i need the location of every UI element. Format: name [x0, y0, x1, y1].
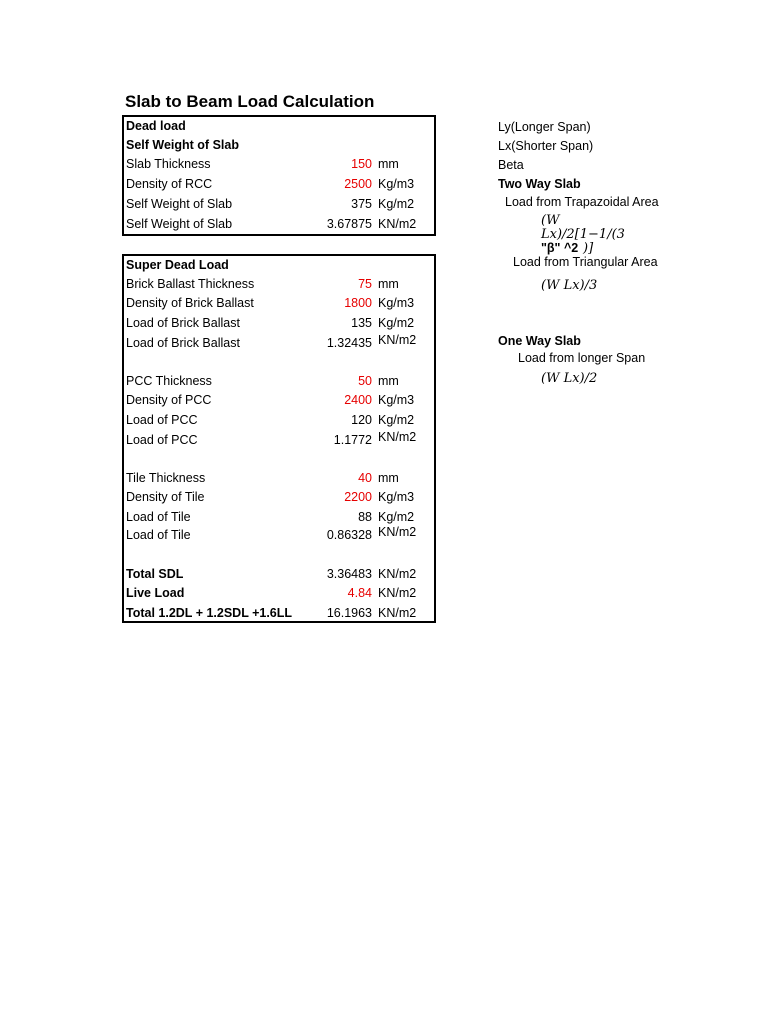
row-value: 88	[358, 510, 372, 524]
live-load-row[interactable]	[124, 584, 434, 603]
dead-load-header: Dead load	[126, 119, 186, 133]
row-unit: KN/m2	[378, 430, 417, 444]
row-unit: Kg/m3	[378, 393, 415, 407]
row-unit: KN/m2	[378, 525, 417, 539]
row-unit: Kg/m3	[378, 177, 415, 191]
row-unit: Kg/m2	[378, 316, 415, 330]
row-value: 1.32435	[326, 336, 372, 350]
triangular-formula: (W Lx)/3	[541, 278, 598, 293]
row-label: Load of PCC	[126, 433, 198, 447]
trapezoidal-area-label: Load from Trapazoidal Area	[505, 195, 659, 209]
row-value: 1.1772	[333, 433, 372, 447]
row-unit: Kg/m3	[378, 296, 415, 310]
row-label: PCC Thickness	[126, 374, 212, 388]
total-sdl-row[interactable]	[124, 565, 434, 584]
density-rcc-input[interactable]: 2500	[344, 177, 372, 191]
trapezoidal-formula-line1: (W	[541, 213, 560, 228]
row-unit: mm	[378, 471, 399, 485]
longer-span-formula: (W Lx)/2	[541, 371, 598, 386]
pcc-thickness-row[interactable]	[124, 372, 434, 391]
row-label: Total SDL	[126, 567, 184, 581]
row-value: 375	[351, 197, 372, 211]
row-label: Self Weight of Slab	[126, 217, 233, 231]
pcc-thickness-input[interactable]: 50	[358, 374, 372, 388]
row-label: Self Weight of Slab	[126, 197, 233, 211]
density-rcc-row[interactable]	[124, 175, 434, 194]
pcc-density-input[interactable]: 2400	[344, 393, 372, 407]
row-value: 3.36483	[326, 567, 372, 581]
slab-thickness-input[interactable]: 150	[351, 157, 372, 171]
brick-thickness-input[interactable]: 75	[358, 277, 372, 291]
tile-density-row[interactable]	[124, 488, 434, 507]
self-weight-header-row	[124, 136, 434, 155]
tile-load-kn-row[interactable]	[124, 526, 434, 545]
brick-thickness-row[interactable]	[124, 275, 434, 294]
slab-thickness-row[interactable]	[124, 155, 434, 174]
self-weight-kg-row[interactable]	[124, 195, 434, 214]
trapezoidal-formula-line2: Lx)/2[1−1/(3	[541, 227, 625, 242]
row-label: Density of Brick Ballast	[126, 296, 254, 310]
row-unit: Kg/m3	[378, 490, 415, 504]
row-unit: mm	[378, 374, 399, 388]
tile-density-input[interactable]: 2200	[344, 490, 372, 504]
row-label: Total 1.2DL + 1.2SDL +1.6LL	[126, 606, 293, 620]
row-unit: KN/m2	[378, 567, 417, 581]
two-way-slab-heading: Two Way Slab	[498, 177, 581, 191]
lx-label[interactable]: Lx(Shorter Span)	[498, 139, 594, 153]
pcc-load-kn-row[interactable]	[124, 431, 434, 450]
sdl-header-row	[124, 256, 434, 275]
row-unit: KN/m2	[378, 586, 417, 600]
row-label: Density of RCC	[126, 177, 213, 191]
self-weight-kn-row[interactable]	[124, 215, 434, 234]
sheet-title: Slab to Beam Load Calculation	[125, 92, 375, 111]
row-label: Load of Brick Ballast	[126, 336, 240, 350]
row-label: Load of Brick Ballast	[126, 316, 240, 330]
row-label: Slab Thickness	[126, 157, 211, 171]
live-load-input[interactable]: 4.84	[347, 586, 372, 600]
self-weight-header: Self Weight of Slab	[126, 138, 239, 152]
row-label: Brick Ballast Thickness	[126, 277, 255, 291]
brick-density-input[interactable]: 1800	[344, 296, 372, 310]
row-unit: KN/m2	[378, 333, 417, 347]
row-label: Density of PCC	[126, 393, 212, 407]
dead-load-header-row	[124, 117, 434, 136]
super-dead-load-table	[122, 254, 436, 623]
row-unit: Kg/m2	[378, 413, 415, 427]
row-label: Load of Tile	[126, 528, 191, 542]
total-factored-row[interactable]	[124, 604, 434, 623]
row-label: Density of Tile	[126, 490, 205, 504]
row-value: 3.67875	[326, 217, 372, 231]
dead-load-table	[122, 115, 436, 236]
row-unit: KN/m2	[378, 606, 417, 620]
tile-thickness-input[interactable]: 40	[358, 471, 372, 485]
row-unit: mm	[378, 157, 399, 171]
row-label: Live Load	[126, 586, 185, 600]
longer-span-label: Load from longer Span	[518, 351, 646, 365]
row-unit: Kg/m2	[378, 510, 415, 524]
trapezoidal-formula-close: )]	[583, 241, 594, 256]
tile-thickness-row[interactable]	[124, 469, 434, 488]
trapezoidal-formula-beta: "β" ^2	[541, 241, 579, 255]
row-value: 16.1963	[326, 606, 372, 620]
brick-density-row[interactable]	[124, 294, 434, 313]
brick-load-kn-row[interactable]	[124, 334, 434, 353]
ly-label[interactable]: Ly(Longer Span)	[498, 120, 591, 134]
row-value: 0.86328	[326, 528, 372, 542]
row-label: Load of Tile	[126, 510, 191, 524]
row-value: 120	[351, 413, 372, 427]
row-unit: KN/m2	[378, 217, 417, 231]
beta-label[interactable]: Beta	[498, 158, 524, 172]
row-label: Tile Thickness	[126, 471, 206, 485]
row-unit: mm	[378, 277, 399, 291]
row-unit: Kg/m2	[378, 197, 415, 211]
row-value: 135	[351, 316, 372, 330]
pcc-density-row[interactable]	[124, 391, 434, 410]
one-way-slab-heading: One Way Slab	[498, 334, 581, 348]
sdl-header: Super Dead Load	[126, 258, 229, 272]
triangular-area-label: Load from Triangular Area	[513, 255, 658, 269]
row-label: Load of PCC	[126, 413, 198, 427]
